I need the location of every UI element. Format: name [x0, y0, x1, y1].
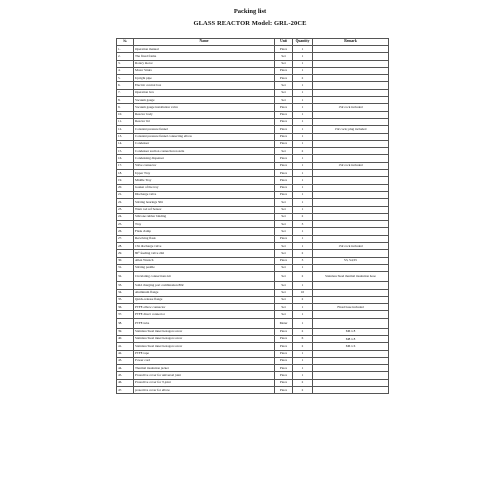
- cell-quantity: 1: [293, 184, 313, 191]
- cell-unit: Piece: [275, 75, 293, 82]
- cell-remark: [313, 282, 389, 289]
- cell-remark: [313, 67, 389, 74]
- cell-quantity: 1: [293, 82, 313, 89]
- table-row: [117, 311, 389, 318]
- cell-unit: Piece: [275, 177, 293, 184]
- table-row: [117, 148, 389, 155]
- cell-remark: 15# cock included: [313, 243, 389, 250]
- table-row: [117, 335, 389, 342]
- cell-remark: M6 x 8: [313, 328, 389, 335]
- cell-remark: [313, 228, 389, 235]
- cell-number: 40.: [117, 335, 134, 342]
- cell-remark: [313, 365, 389, 372]
- cell-name: PTFE elbow connector: [134, 304, 275, 311]
- cell-name: Silicone rubber binding: [134, 213, 275, 220]
- table-row: [117, 228, 389, 235]
- cell-quantity: 1: [293, 235, 313, 242]
- cell-quantity: 2: [293, 213, 313, 220]
- cell-remark: [313, 206, 389, 213]
- table-row: [117, 46, 389, 53]
- cell-name: Protective cover for T-joint: [134, 379, 275, 386]
- cell-remark: [313, 133, 389, 140]
- cell-number: 28.: [117, 243, 134, 250]
- cell-unit: Piece: [275, 170, 293, 177]
- cell-quantity: 2: [293, 250, 313, 257]
- table-row: [117, 235, 389, 242]
- cell-number: 9.: [117, 104, 134, 111]
- cell-name: Constant pressure funnel: [134, 126, 275, 133]
- table-row: [117, 387, 389, 394]
- cell-remark: 15# cock included: [313, 162, 389, 169]
- cell-number: 1.: [117, 46, 134, 53]
- cell-unit: Piece: [275, 350, 293, 357]
- cell-name: Allen Wrench: [134, 257, 275, 264]
- cell-unit: Piece: [275, 357, 293, 364]
- cell-number: 13.: [117, 133, 134, 140]
- cell-remark: Fixed base included: [313, 304, 389, 311]
- cell-unit: Set: [275, 199, 293, 206]
- table-row: [117, 250, 389, 257]
- cell-quantity: 1: [293, 365, 313, 372]
- table-row: [117, 191, 389, 198]
- cell-quantity: 1: [293, 228, 313, 235]
- cell-number: 46.: [117, 379, 134, 386]
- cell-name: Motor Struts: [134, 67, 275, 74]
- cell-quantity: 1: [293, 350, 313, 357]
- cell-name: Reactor body: [134, 111, 275, 118]
- cell-number: 2.: [117, 53, 134, 60]
- cell-number: 19.: [117, 177, 134, 184]
- cell-remark: [313, 264, 389, 271]
- cell-remark: [313, 350, 389, 357]
- cell-number: 11.: [117, 118, 134, 125]
- cell-unit: Set: [275, 60, 293, 67]
- table-row: [117, 140, 389, 147]
- table-row: [117, 343, 389, 350]
- cell-name: Condenser suction connection nozzle: [134, 148, 275, 155]
- cell-number: 10.: [117, 111, 134, 118]
- cell-number: 12.: [117, 126, 134, 133]
- cell-name: Stirring paddle: [134, 264, 275, 271]
- cell-quantity: 1: [293, 170, 313, 177]
- cell-quantity: 1: [293, 311, 313, 318]
- cell-quantity: 2: [293, 343, 313, 350]
- cell-remark: 15# cock; plug included: [313, 126, 389, 133]
- cell-remark: [313, 177, 389, 184]
- cell-name: Stainless Steel inner hexagon screw: [134, 328, 275, 335]
- cell-name: Solid charging port combination 80#: [134, 282, 275, 289]
- cell-quantity: 1: [293, 162, 313, 169]
- table-row: [117, 264, 389, 271]
- cell-remark: [313, 82, 389, 89]
- cell-name: Electric control box: [134, 82, 275, 89]
- cell-quantity: 2: [293, 75, 313, 82]
- cell-name: Aluminum flange: [134, 289, 275, 296]
- cell-remark: [313, 199, 389, 206]
- table-row: [117, 357, 389, 364]
- cell-number: 21.: [117, 191, 134, 198]
- cell-name: Circulating connections kit: [134, 272, 275, 282]
- cell-number: 26.: [117, 228, 134, 235]
- cell-unit: Piece: [275, 111, 293, 118]
- cell-unit: Set: [275, 311, 293, 318]
- cell-remark: [313, 140, 389, 147]
- cell-name: Operation box: [134, 89, 275, 96]
- cell-unit: Set: [275, 304, 293, 311]
- cell-name: Upper Tray: [134, 170, 275, 177]
- table-row: [117, 296, 389, 303]
- cell-name: PTFE tape: [134, 350, 275, 357]
- cell-remark: [313, 372, 389, 379]
- table-row: [117, 104, 389, 111]
- cell-unit: Piece: [275, 372, 293, 379]
- cell-number: 37.: [117, 311, 134, 318]
- cell-number: 8.: [117, 97, 134, 104]
- cell-unit: Piece: [275, 155, 293, 162]
- cell-remark: [313, 75, 389, 82]
- cell-unit: Piece: [275, 133, 293, 140]
- cell-remark: [313, 118, 389, 125]
- cell-remark: [313, 289, 389, 296]
- cell-remark: [313, 357, 389, 364]
- table-row: [117, 304, 389, 311]
- cell-name: protective cover for elbow: [134, 387, 275, 394]
- cell-remark: [313, 184, 389, 191]
- cell-remark: Stainless Steel thermal insulation hose: [313, 272, 389, 282]
- cell-unit: Set: [275, 228, 293, 235]
- table-row: [117, 328, 389, 335]
- table-row: [117, 170, 389, 177]
- cell-remark: 15# cock included: [313, 104, 389, 111]
- cell-quantity: 1: [293, 318, 313, 328]
- cell-remark: M6 x 6: [313, 343, 389, 350]
- cell-remark: [313, 250, 389, 257]
- table-row: [117, 89, 389, 96]
- cell-name: Quick-release flange: [134, 296, 275, 303]
- cell-remark: S3, S4,S5: [313, 257, 389, 264]
- cell-remark: [313, 60, 389, 67]
- cell-unit: Piece: [275, 328, 293, 335]
- cell-quantity: 1: [293, 111, 313, 118]
- cell-remark: M8 x 8: [313, 335, 389, 342]
- table-row: [117, 350, 389, 357]
- cell-unit: Piece: [275, 379, 293, 386]
- cell-name: Upright pipe: [134, 75, 275, 82]
- cell-quantity: 1: [293, 206, 313, 213]
- cell-unit: Piece: [275, 104, 293, 111]
- cell-unit: Set: [275, 221, 293, 228]
- cell-unit: Piece: [275, 335, 293, 342]
- cell-number: 42.: [117, 350, 134, 357]
- table-row: [117, 97, 389, 104]
- table-row: [117, 133, 389, 140]
- cell-unit: Piece: [275, 191, 293, 198]
- cell-remark: [313, 53, 389, 60]
- cell-quantity: 1: [293, 46, 313, 53]
- cell-name: Discharge valve: [134, 191, 275, 198]
- table-row: [117, 282, 389, 289]
- cell-number: 36.: [117, 304, 134, 311]
- cell-name: Tray: [134, 221, 275, 228]
- cell-number: 22.: [117, 199, 134, 206]
- cell-unit: Piece: [275, 184, 293, 191]
- cell-quantity: 2: [293, 296, 313, 303]
- cell-quantity: 1: [293, 282, 313, 289]
- table-row: [117, 257, 389, 264]
- table-row: [117, 272, 389, 282]
- cell-unit: Piece: [275, 162, 293, 169]
- cell-remark: [313, 89, 389, 96]
- cell-remark: [313, 235, 389, 242]
- cell-unit: Set: [275, 148, 293, 155]
- cell-quantity: 1: [293, 357, 313, 364]
- cell-name: PTFE direct connector: [134, 311, 275, 318]
- cell-number: 24.: [117, 213, 134, 220]
- cell-name: 15# discharge valve: [134, 243, 275, 250]
- cell-name: Stirring bearings 50#: [134, 199, 275, 206]
- table-row: [117, 126, 389, 133]
- cell-number: 34.: [117, 289, 134, 296]
- header-remark: Remark: [313, 39, 389, 46]
- table-row: [117, 177, 389, 184]
- cell-quantity: 1: [293, 140, 313, 147]
- table-row: [117, 53, 389, 60]
- table-row: [117, 60, 389, 67]
- cell-number: 23.: [117, 206, 134, 213]
- cell-unit: Set: [275, 296, 293, 303]
- cell-quantity: 2: [293, 379, 313, 386]
- cell-quantity: 1: [293, 60, 313, 67]
- cell-unit: Piece: [275, 67, 293, 74]
- cell-unit: Set: [275, 53, 293, 60]
- cell-unit: Piece: [275, 46, 293, 53]
- cell-quantity: 1: [293, 97, 313, 104]
- cell-quantity: 1: [293, 67, 313, 74]
- cell-number: 39.: [117, 328, 134, 335]
- cell-number: 14.: [117, 140, 134, 147]
- cell-quantity: 1: [293, 243, 313, 250]
- cell-number: 5.: [117, 75, 134, 82]
- cell-quantity: 1: [293, 104, 313, 111]
- cell-unit: Piece: [275, 235, 293, 242]
- cell-name: Thermal insulation jacket: [134, 365, 275, 372]
- cell-number: 25.: [117, 221, 134, 228]
- cell-remark: [313, 379, 389, 386]
- cell-quantity: 1: [293, 191, 313, 198]
- cell-remark: [313, 155, 389, 162]
- cell-name: Vacuum gauge: [134, 97, 275, 104]
- cell-name: Condensing dispenser: [134, 155, 275, 162]
- table-row: [117, 365, 389, 372]
- table-header-row: [117, 39, 389, 46]
- table-row: [117, 289, 389, 296]
- cell-remark: [313, 311, 389, 318]
- header-name: Name: [134, 39, 275, 46]
- cell-name: Warn rod ref Sensor: [134, 206, 275, 213]
- cell-quantity: 6: [293, 335, 313, 342]
- cell-quantity: 2: [293, 328, 313, 335]
- cell-name: PTFE tube: [134, 318, 275, 328]
- cell-name: Middle Tray: [134, 177, 275, 184]
- cell-name: Reactor lid: [134, 118, 275, 125]
- header-unit: Unit: [275, 39, 293, 46]
- cell-name: Condenser: [134, 140, 275, 147]
- cell-unit: Piece: [275, 118, 293, 125]
- table-row: [117, 199, 389, 206]
- cell-unit: Set: [275, 97, 293, 104]
- cell-unit: Set: [275, 272, 293, 282]
- table-row: [117, 372, 389, 379]
- table-row: [117, 221, 389, 228]
- cell-name: Flask clamp: [134, 228, 275, 235]
- cell-name: Protective cover for universal joint: [134, 372, 275, 379]
- cell-unit: Meter: [275, 318, 293, 328]
- cell-remark: [313, 111, 389, 118]
- table-row: [117, 82, 389, 89]
- table-row: [117, 206, 389, 213]
- table-row: [117, 243, 389, 250]
- cell-number: 32.: [117, 272, 134, 282]
- document-title: Packing list: [233, 8, 267, 15]
- cell-remark: [313, 221, 389, 228]
- cell-quantity: 1: [293, 53, 313, 60]
- cell-number: 30.: [117, 257, 134, 264]
- cell-remark: [313, 170, 389, 177]
- cell-quantity: 1: [293, 155, 313, 162]
- cell-unit: Set: [275, 213, 293, 220]
- table-row: [117, 162, 389, 169]
- cell-quantity: 1: [293, 372, 313, 379]
- cell-quantity: 2: [293, 272, 313, 282]
- cell-number: 20.: [117, 184, 134, 191]
- cell-number: 16.: [117, 155, 134, 162]
- cell-unit: Set: [275, 250, 293, 257]
- packing-list-table: [116, 38, 389, 394]
- cell-quantity: 1: [293, 126, 313, 133]
- cell-name: Power cord: [134, 357, 275, 364]
- cell-unit: Set: [275, 289, 293, 296]
- cell-quantity: 1: [293, 89, 313, 96]
- table-row: [117, 118, 389, 125]
- cell-number: 6.: [117, 82, 134, 89]
- cell-remark: [313, 148, 389, 155]
- cell-unit: Set: [275, 82, 293, 89]
- cell-unit: Set: [275, 243, 293, 250]
- table-row: [117, 75, 389, 82]
- cell-remark: [313, 97, 389, 104]
- cell-name: Operation manual: [134, 46, 275, 53]
- cell-number: 27.: [117, 235, 134, 242]
- cell-quantity: 3: [293, 257, 313, 264]
- cell-number: 35.: [117, 296, 134, 303]
- table-body: [117, 46, 389, 394]
- cell-number: 44.: [117, 365, 134, 372]
- cell-number: 41.: [117, 343, 134, 350]
- cell-remark: [313, 191, 389, 198]
- cell-number: 15.: [117, 148, 134, 155]
- table-row: [117, 111, 389, 118]
- cell-number: 4.: [117, 67, 134, 74]
- cell-unit: Set: [275, 89, 293, 96]
- table-row: [117, 155, 389, 162]
- cell-quantity: 1: [293, 264, 313, 271]
- cell-unit: Piece: [275, 343, 293, 350]
- cell-unit: Set: [275, 206, 293, 213]
- cell-remark: [313, 46, 389, 53]
- cell-name: The fixed frame: [134, 53, 275, 60]
- cell-name: 80° feeding valve 24#: [134, 250, 275, 257]
- cell-unit: Piece: [275, 126, 293, 133]
- cell-quantity: 1: [293, 199, 313, 206]
- cell-quantity: 10: [293, 289, 313, 296]
- cell-unit: Set: [275, 264, 293, 271]
- cell-quantity: 2: [293, 148, 313, 155]
- cell-name: Rotary motor: [134, 60, 275, 67]
- table-row: [117, 184, 389, 191]
- cell-name: Constant pressure funnel connecting elbow: [134, 133, 275, 140]
- cell-name: Stainless Steel inner hexagon screw: [134, 335, 275, 342]
- cell-name: Receiving flask: [134, 235, 275, 242]
- cell-quantity: 1: [293, 177, 313, 184]
- cell-remark: [313, 296, 389, 303]
- cell-unit: Piece: [275, 140, 293, 147]
- cell-unit: Set: [275, 282, 293, 289]
- cell-quantity: 1: [293, 304, 313, 311]
- cell-unit: Piece: [275, 257, 293, 264]
- cell-quantity: 1: [293, 133, 313, 140]
- cell-quantity: 3: [293, 221, 313, 228]
- cell-number: 43.: [117, 357, 134, 364]
- cell-name: Stainless Steel inner hexagon screw: [134, 343, 275, 350]
- cell-number: 33.: [117, 282, 134, 289]
- cell-number: 18.: [117, 170, 134, 177]
- document-subtitle: GLASS REACTOR Model: GRL-20CE: [193, 20, 307, 27]
- cell-number: 7.: [117, 89, 134, 96]
- table-row: [117, 213, 389, 220]
- table-row: [117, 318, 389, 328]
- table-row: [117, 67, 389, 74]
- cell-remark: [313, 213, 389, 220]
- header-number: №: [117, 39, 134, 46]
- header-quantity: Quantity: [293, 39, 313, 46]
- cell-quantity: 2: [293, 387, 313, 394]
- cell-number: 38.: [117, 318, 134, 328]
- cell-name: Vacuum gauge installation valve: [134, 104, 275, 111]
- cell-number: 29.: [117, 250, 134, 257]
- cell-name: Gasket of the tray: [134, 184, 275, 191]
- cell-number: 47.: [117, 387, 134, 394]
- cell-number: 45.: [117, 372, 134, 379]
- cell-number: 17.: [117, 162, 134, 169]
- cell-number: 3.: [117, 60, 134, 67]
- cell-remark: [313, 387, 389, 394]
- cell-remark: [313, 318, 389, 328]
- cell-number: 31.: [117, 264, 134, 271]
- table-row: [117, 379, 389, 386]
- cell-quantity: 1: [293, 118, 313, 125]
- cell-name: Valve connector: [134, 162, 275, 169]
- cell-unit: Piece: [275, 387, 293, 394]
- cell-unit: Piece: [275, 365, 293, 372]
